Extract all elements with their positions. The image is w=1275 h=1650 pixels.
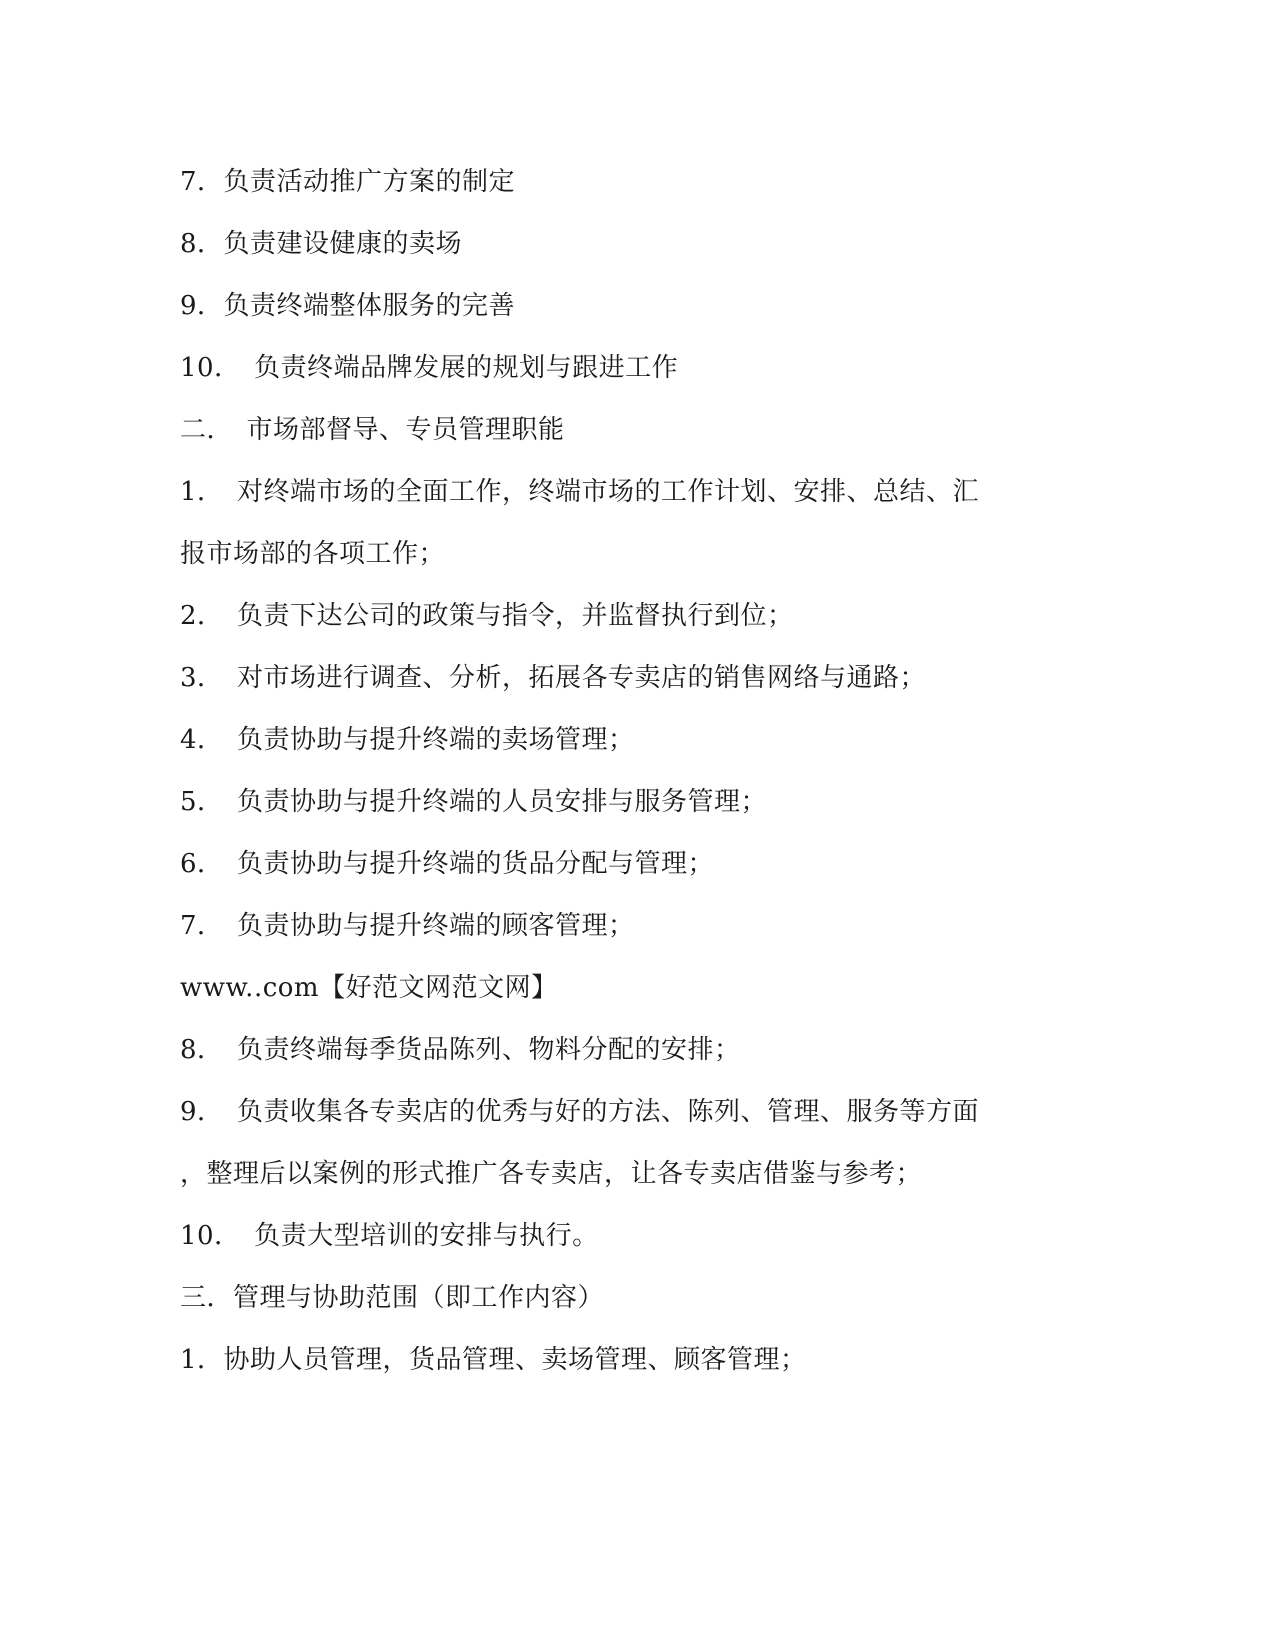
text-line: 8．负责建设健康的卖场 bbox=[180, 229, 463, 259]
text-line: ，整理后以案例的形式推广各专卖店，让各专卖店借鉴与参考； bbox=[180, 1159, 923, 1189]
text-line: 10． 负责终端品牌发展的规划与跟进工作 bbox=[180, 353, 679, 383]
text-line: 2． 负责下达公司的政策与指令，并监督执行到位； bbox=[180, 601, 794, 631]
text-line: 1． 对终端市场的全面工作，终端市场的工作计划、安排、总结、汇 bbox=[180, 477, 980, 507]
text-line: 3． 对市场进行调查、分析，拓展各专卖店的销售网络与通路； bbox=[180, 663, 927, 693]
text-line: 8． 负责终端每季货品陈列、物料分配的安排； bbox=[180, 1035, 741, 1065]
text-line: 报市场部的各项工作； bbox=[180, 539, 446, 569]
text-line: 6． 负责协助与提升终端的货品分配与管理； bbox=[180, 849, 715, 879]
section-heading: 二． 市场部督导、专员管理职能 bbox=[180, 415, 565, 445]
text-line: 9．负责终端整体服务的完善 bbox=[180, 291, 516, 321]
section-heading: 三．管理与协助范围（即工作内容） bbox=[180, 1283, 605, 1313]
text-line: 7． 负责协助与提升终端的顾客管理； bbox=[180, 911, 635, 941]
website-watermark-line: www..com【好范文网范文网】 bbox=[180, 973, 558, 1003]
text-line: 9． 负责收集各专卖店的优秀与好的方法、陈列、管理、服务等方面 bbox=[180, 1097, 980, 1127]
text-line: 1．协助人员管理，货品管理、卖场管理、顾客管理； bbox=[180, 1345, 807, 1375]
text-line: 5． 负责协助与提升终端的人员安排与服务管理； bbox=[180, 787, 768, 817]
text-line: 7．负责活动推广方案的制定 bbox=[180, 167, 516, 197]
text-line: 10． 负责大型培训的安排与执行。 bbox=[180, 1221, 599, 1251]
text-line: 4． 负责协助与提升终端的卖场管理； bbox=[180, 725, 635, 755]
